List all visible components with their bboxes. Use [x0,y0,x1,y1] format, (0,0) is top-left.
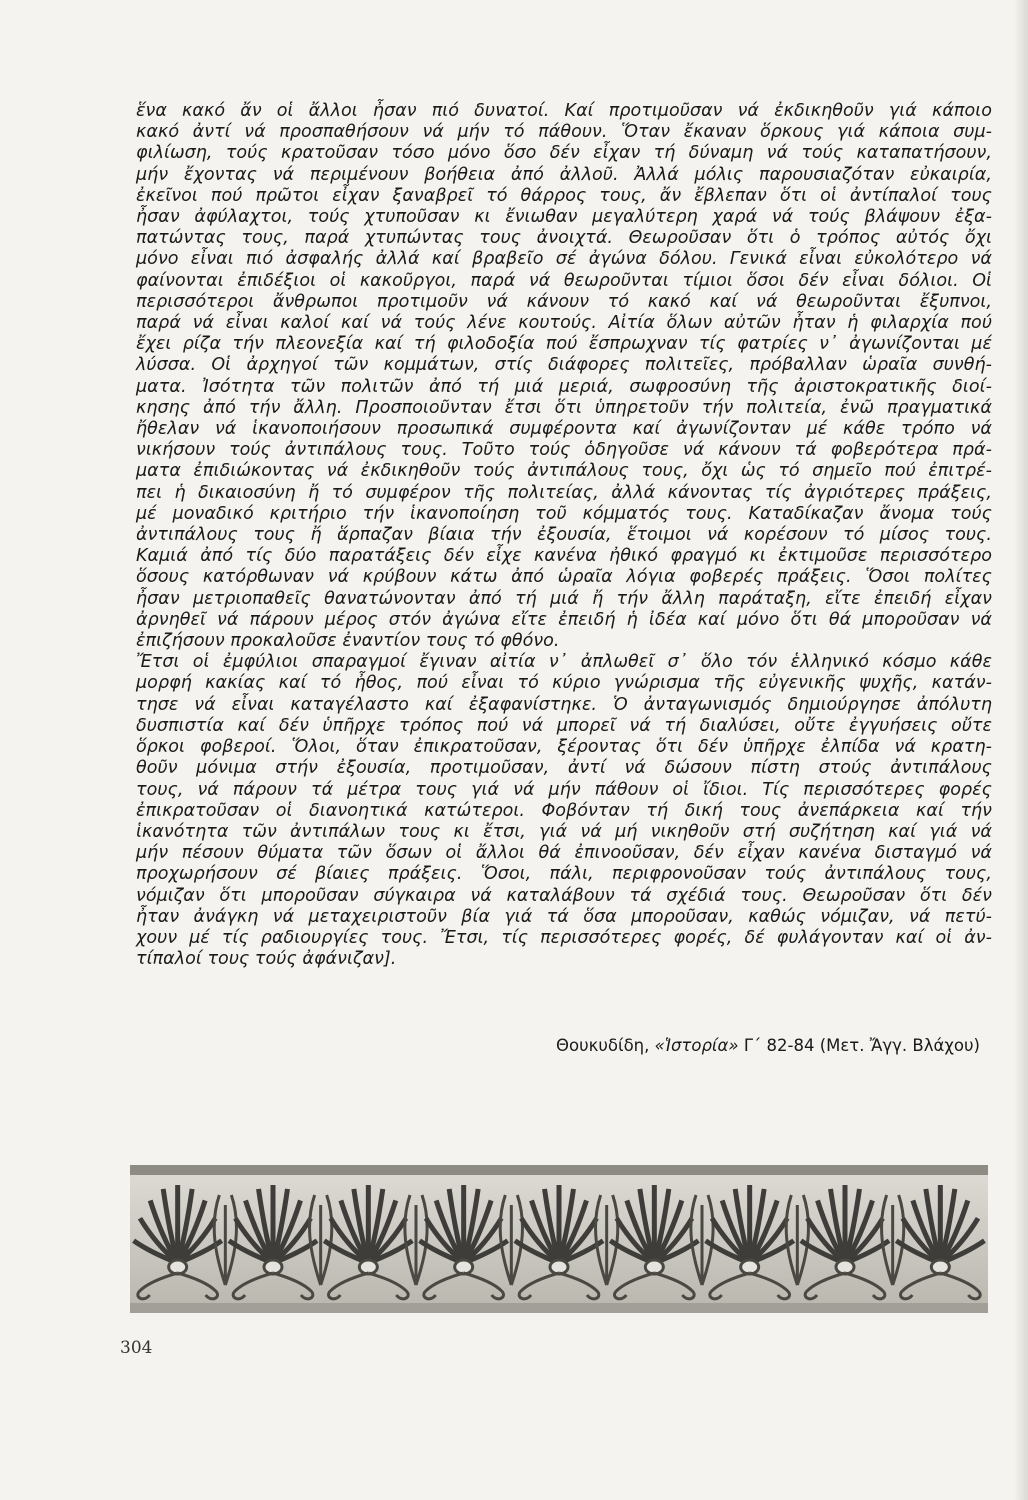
text-line: ὅσους κατόρθωναν νά κρύβουν κάτω ἀπό ὡραῖα λόγια φοβερές πράξεις. Ὅσοι πολίτες [136,567,992,588]
text-line: θοῦν μόνιμα στήν ἐξουσία, προτιμοῦσαν, ἀντί νά δώσουν πίστη στούς ἀντιπάλους [136,758,992,779]
text-line: ἀρνηθεῖ νά πάρουν μέρος στόν ἀγώνα εἴτε ἐπειδή ἡ ἰδέα καί μόνο ὅτι θά μποροῦσαν νά [136,609,992,630]
text-line: φιλίωση, τούς κρατοῦσαν τόσο μόνο ὅσο δέν εἶχαν τή δύναμη νά τούς καταπατήσουν, [136,143,992,164]
text-line: ὅρκοι φοβεροί. Ὅλοι, ὅταν ἐπικρατοῦσαν, ξέροντας ὅτι δέν ὑπῆρχε ἐλπίδα νά κρατη- [136,737,992,758]
text-line: μέ μοναδικό κριτήριο τήν ἱκανοποίηση τοῦ κόμματός τους. Καταδίκαζαν ἄνομα τούς [136,503,992,524]
text-line: πει ἡ δικαιοσύνη ἤ τό συμφέρον τῆς πολιτείας, ἀλλά κάνοντας τίς ἀγριότερες πράξεις, [136,482,992,503]
attribution-author: Θουκυδίδη, [555,1036,655,1055]
text-line: ἱκανότητα τῶν ἀντιπάλων τους κι ἔτσι, γιά νά μή νικηθοῦν στή συζήτηση καί γιά νά [136,821,992,842]
text-line: ἀντιπάλους τους ἤ ἅρπαζαν βίαια τήν ἐξουσία, ἕτοιμοι νά κορέσουν τό μίσος τους. [136,525,992,546]
text-line: ἤθελαν νά ἱκανοποιήσουν προσωπικά συμφέροντα καί ἀγωνίζονταν μέ κάθε τρόπο νά [136,419,992,440]
text-line: παρά νά εἶναι καλοί καί νά τούς λένε κουτούς. Αἰτία ὅλων αὐτῶν ἦταν ἡ φιλαρχία πού [136,313,992,334]
text-line: μορφή κακίας καί τό ἦθος, πού εἶναι τό κύριο γνώρισμα τῆς εὐγενικῆς ψυχῆς, κατάν- [136,673,992,694]
text-line: νικήσουν τούς ἀντιπάλους τους. Τοῦτο τούς ὁδηγοῦσε νά κάνουν τά φοβερότερα πρά- [136,440,992,461]
page-number: 304 [120,1338,153,1358]
text-line: ἕνα κακό ἄν οἱ ἄλλοι ἦσαν πιό δυνατοί. Καί προτιμοῦσαν νά ἐκδικηθοῦν γιά κάποιο [136,101,992,121]
attribution-work-title: «Ἱστορία» [654,1036,739,1055]
text-line: ἦσαν μετριοπαθεῖς θανατώνονταν ἀπό τή μιά ἤ τήν ἄλλη παράταξη, εἴτε ἐπειδή εἶχαν [136,588,992,609]
text-line: τησε νά εἶναι καταγέλαστο καί ἐξαφανίστηκε. Ὁ ἀνταγωνισμός δημιούργησε ἀπόλυτη [136,694,992,715]
text-line: μόνο εἶναι πιό ἀσφαλής ἀλλά καί βραβεῖο σέ ἀγώνα δόλου. Γενικά εἶναι εὐκολότερο νά [136,249,992,270]
anthemion-frieze-drawing [130,1165,988,1313]
attribution-reference: Γ΄ 82-84 (Μετ. Ἄγγ. Βλάχου) [738,1036,980,1055]
text-line: δυσπιστία καί δέν ὑπῆρχε τρόπος πού νά μπορεῖ νά τή διαλύσει, οὔτε ἐγγυήσεις οὔτε [136,715,992,736]
text-line: κακό ἀντί νά προσπαθήσουν νά μήν τό πάθουν. Ὅταν ἔκαναν ὅρκους γιά κάποια συμ- [136,122,992,143]
text-line: κησης ἀπό τήν ἄλλη. Προσποιοῦνταν ἔτσι ὅτι ὑπηρετοῦν τήν πολιτεία, ἐνῶ πραγματικά [136,397,992,418]
text-line: μήν πέσουν θύματα τῶν ὅσων οἱ ἄλλοι θά ἐπινοοῦσαν, δέν εἶχαν κανένα δισταγμό νά [136,843,992,864]
text-line: τίπαλοί τους τούς ἀφάνιζαν]. [136,949,397,970]
text-line: πατώντας τους, παρά χτυπώντας τους ἀνοιχτά. Θεωροῦσαν ὅτι ὁ τρόπος αὐτός ὄχι [136,228,992,249]
text-line: προχωρήσουν σέ βίαιες πράξεις. Ὅσοι, πάλι, περιφρονοῦσαν τούς ἀντιπάλους τους, [136,864,992,885]
text-line: φαίνονται ἐπιδέξιοι οἱ κακοῦργοι, παρά νά θεωροῦνται τίμιοι ὅσοι δέν εἶναι δόλιοι. Οἱ [136,270,992,291]
text-line: μήν ἔχοντας νά περιμένουν βοήθεια ἀπό ἀλλοῦ. Ἀλλά μόλις παρουσιαζόταν εὐκαιρία, [136,164,992,185]
text-line: ματα ἐπιδιώκοντας νά ἐκδικηθοῦν τούς ἀντιπάλους τους, ὄχι ὡς τό σημεῖο πού ἐπιτρέ- [136,461,992,482]
page-edge-shadow [1014,0,1028,1500]
text-line: περισσότεροι ἄνθρωποι προτιμοῦν νά κάνουν τό κακό καί νά θεωροῦνται ἔξυπνοι, [136,291,992,312]
text-line: τους, νά πάρουν τά μέτρα τους γιά νά μήν πάθουν οἱ ἴδιοι. Τίς περισσότερες φορές [136,779,992,800]
anthemion-frieze-image [130,1165,988,1313]
text-line: ἐπικρατοῦσαν οἱ διανοητικά κατώτεροι. Φοβόνταν τή δική τους ἀνεπάρκεια καί τήν [136,800,992,821]
text-line: ἐκεῖνοι πού πρῶτοι εἶχαν ξαναβρεῖ τό θάρρος τους, ἄν ἔβλεπαν ὅτι οἱ ἀντίπαλοί τους [136,185,992,206]
source-attribution [500,1036,980,1056]
text-line: ἦσαν ἀφύλαχτοι, τούς χτυποῦσαν κι ἔνιωθαν μεγαλύτερη χαρά νά τούς βλάψουν ἐξα- [136,207,992,228]
text-line: ἔχει ρίζα τήν πλεονεξία καί τή φιλοδοξία πού ἔσπρωχναν τίς φατρίες ν᾿ ἀγωνίζονται μέ [136,334,992,355]
text-line: νόμιζαν ὅτι μποροῦσαν σύγκαιρα νά καταλάβουν τά σχέδιά τους. Θεωροῦσαν ὅτι δέν [136,885,992,906]
main-text-block [136,101,992,970]
text-line: Καμιά ἀπό τίς δύο παρατάξεις δέν εἶχε κανένα ἠθικό φραγμό κι ἐκτιμοῦσε περισσότερο [136,546,992,567]
text-line: ματα. Ἰσότητα τῶν πολιτῶν ἀπό τή μιά μεριά, σωφροσύνη τῆς ἀριστοκρατικῆς διοί- [136,376,992,397]
text-line: Ἔτσι οἱ ἐμφύλιοι σπαραγμοί ἔγιναν αἰτία ν᾿ ἀπλωθεῖ σ᾿ ὅλο τόν ἑλληνικό κόσμο κάθε [136,652,992,673]
text-line: ἐπιζήσουν προκαλοῦσε ἐναντίον τους τό φθόνο. [136,631,560,652]
text-line: λύσσα. Οἱ ἀρχηγοί τῶν κομμάτων, στίς διάφορες πολιτεῖες, πρόβαλλαν ὡραῖα συνθή- [136,355,992,376]
text-line: ἦταν ἀνάγκη νά μεταχειριστοῦν βία γιά τά ὅσα μποροῦσαν, καθώς νόμιζαν, νά πετύ- [136,906,992,927]
text-line: χουν μέ τίς ραδιουργίες τους. Ἔτσι, τίς περισσότερες φορές, δέ φυλάγονταν καί οἱ ἀν- [136,927,992,948]
